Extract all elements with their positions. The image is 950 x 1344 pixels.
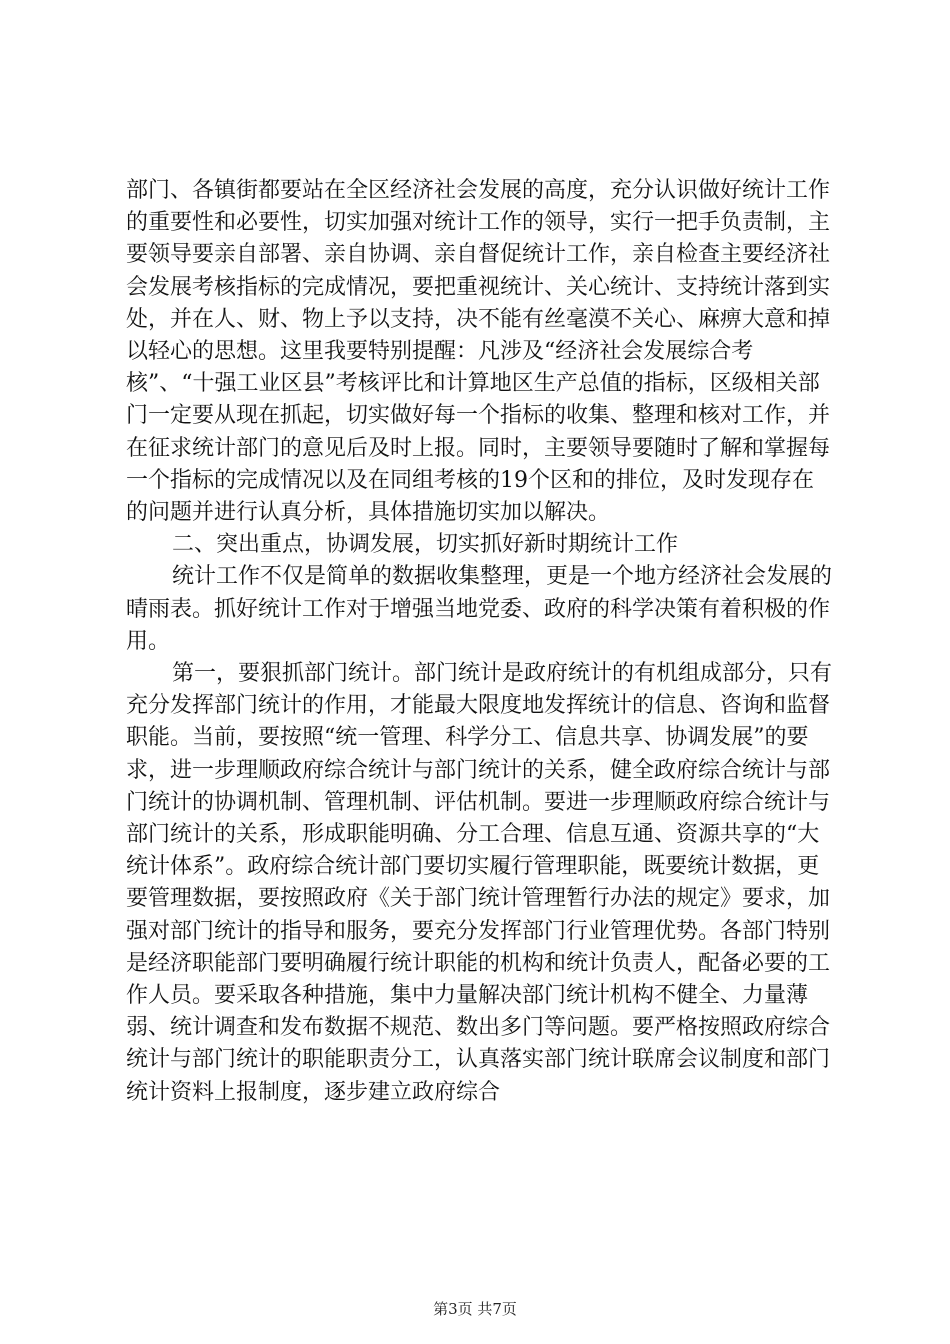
page-footer: 第3页 共7页: [433, 1300, 517, 1318]
document-body: [126, 175, 832, 1109]
section-heading: 二、突出重点，协调发展，切实抓好新时期统计工作: [172, 532, 679, 558]
paragraph-intro: 统计工作不仅是简单的数据收集整理，更是一个地方经济社会发展的晴雨表。抓好统计工作对于增强当地党委、政府的科学决策有着积极的作用。: [126, 564, 833, 654]
paragraph-continuation: 部门、各镇街都要站在全区经济社会发展的高度，充分认识做好统计工作的重要性和必要性，切实加强对统计工作的领导，实行一把手负责制，主要领导要亲自部署、亲自协调、亲自督促统计工作，亲自检查主要经济社会发展考核指标的完成情况，要把重视统计、关心统计、支持统计落到实处，并在人、财、物上予以支持，决不能有丝毫漠不关心、麻痹大意和掉以轻心的思想。这里我要特别提醒：凡涉及“经济社会发展综合考核”、“十强工业区县”考核评比和计算地区生产总值的指标，区级相关部门一定要从现在抓起，切实做好每一个指标的收集、整理和核对工作，并在征求统计部门的意见后及时上报。同时，主要领导要随时了解和掌握每一个指标的完成情况以及在同组考核的19个区和的排位，及时发现存在的问题并进行认真分析，具体措施切实加以解决。: [126, 178, 831, 526]
paragraph-first-point: 第一，要狠抓部门统计。部门统计是政府统计的有机组成部分，只有充分发挥部门统计的作用，才能最大限度地发挥统计的信息、咨询和监督职能。当前，要按照“统一管理、科学分工、信息共享、协调发展”的要求，进一步理顺政府综合统计与部门统计的关系，健全政府综合统计与部门统计的协调机制、管理机制、评估机制。要进一步理顺政府综合统计与部门统计的关系，形成职能明确、分工合理、信息互通、资源共享的“大统计体系”。政府综合统计部门要切实履行管理职能，既要统计数据，更要管理数据，要按照政府《关于部门统计管理暂行办法的规定》要求，加强对部门统计的指导和服务，要充分发挥部门行业管理优势。各部门特别是经济职能部门要明确履行统计职能的机构和统计负责人，配备必要的工作人员。要采取各种措施，集中力量解决部门统计机构不健全、力量薄弱、统计调查和发布数据不规范、数出多门等问题。要严格按照政府综合统计与部门统计的职能职责分工，认真落实部门统计联席会议制度和部门统计资料上报制度，逐步建立政府综合: [126, 661, 833, 1105]
